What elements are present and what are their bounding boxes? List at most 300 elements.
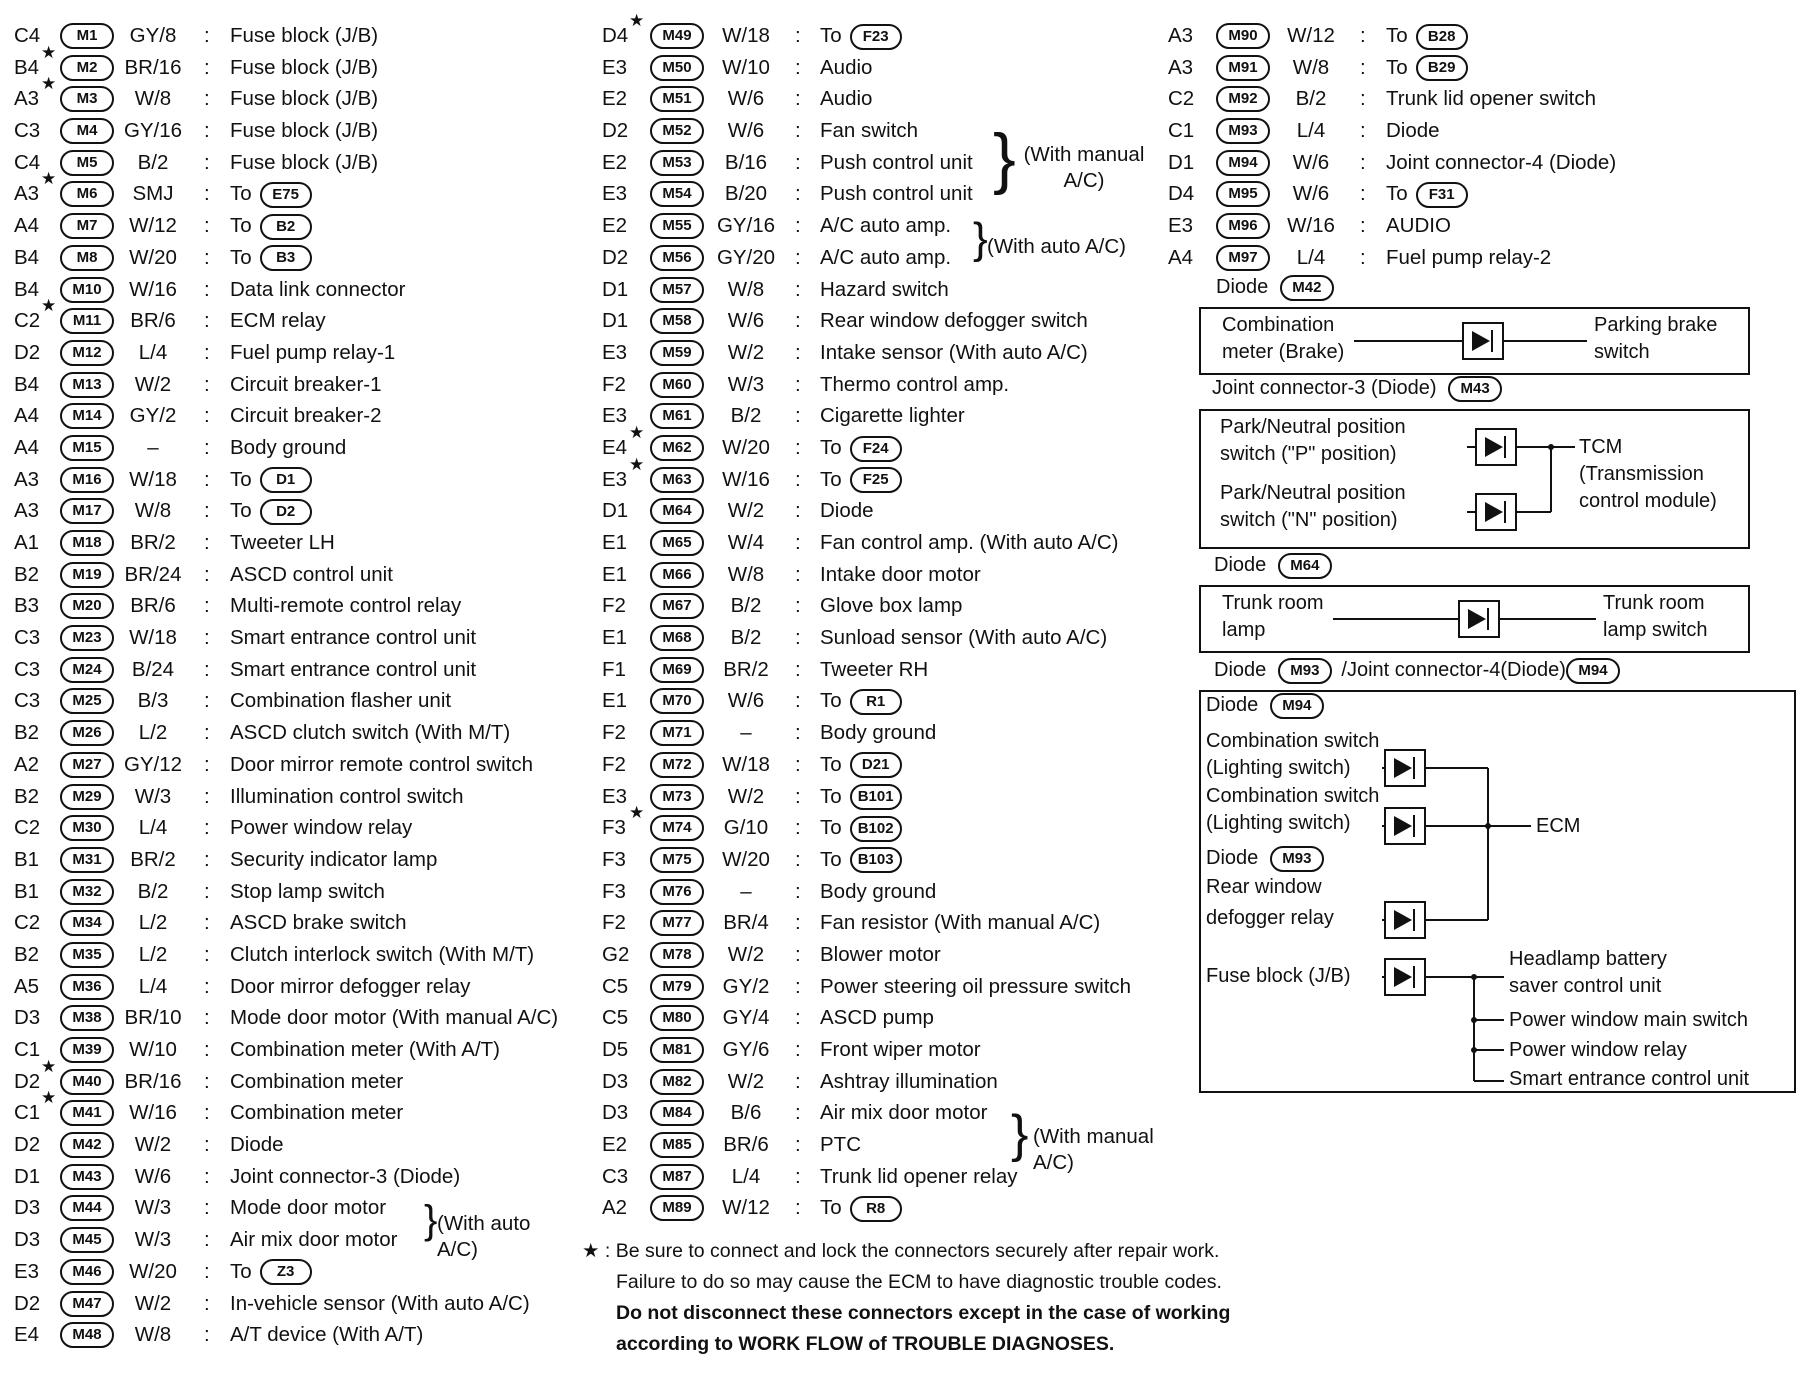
separator: :: [204, 245, 210, 269]
star-icon: ★: [629, 454, 645, 474]
diagram-4-output-1: Headlamp battery saver control unit: [1509, 948, 1667, 997]
wire-spec: B/24: [131, 657, 175, 681]
separator: :: [204, 752, 210, 776]
connector-badge: M26: [60, 720, 114, 746]
connector-badge: M44: [60, 1195, 114, 1221]
connector-badge: M45: [60, 1227, 114, 1253]
description: [230, 1319, 423, 1351]
description-text: Clutch interlock switch (With M/T): [230, 942, 535, 966]
description-text: Fuse block (J/B): [230, 24, 379, 47]
description: [820, 20, 902, 52]
connector-badge: M93: [1216, 118, 1270, 144]
grid-ref: B1: [14, 847, 40, 871]
separator: :: [795, 847, 801, 871]
description: [820, 527, 1119, 559]
connector-badge: M6: [60, 181, 114, 207]
separator: :: [795, 752, 801, 776]
grid-ref: F2: [602, 721, 626, 745]
grid-ref: F2: [602, 752, 626, 776]
wire-spec: W/8: [134, 1323, 172, 1347]
grid-ref: E3: [602, 340, 628, 364]
separator: :: [795, 435, 801, 459]
separator: :: [795, 974, 801, 998]
description-text: ASCD pump: [820, 1006, 934, 1030]
wire-spec: W/18: [129, 467, 177, 491]
connector-badge: M65: [650, 530, 704, 556]
connector-badge: M5: [60, 150, 114, 176]
description-text: Audio: [820, 87, 873, 111]
description: [820, 337, 1088, 369]
connector-badge: M52: [650, 118, 704, 144]
separator: :: [204, 340, 210, 364]
description: [820, 52, 872, 84]
wire-spec: GY/16: [716, 214, 776, 238]
wire-spec: BR/6: [723, 1133, 769, 1157]
connector-badge: M91: [1216, 55, 1270, 81]
connector-badge: M49: [650, 23, 704, 49]
wire-spec: W/16: [129, 277, 177, 301]
description: [230, 781, 464, 813]
diagram-3-box: [1199, 585, 1750, 653]
separator: :: [795, 784, 801, 808]
grid-ref: C2: [14, 816, 41, 840]
description-text: To: [230, 214, 252, 238]
wire-spec: W/10: [722, 55, 770, 79]
description-text: Sunload sensor (With auto A/C): [820, 626, 1108, 650]
note-auto-ac-col2: (With auto A/C): [987, 235, 1126, 258]
connector-badge: M94: [1270, 693, 1324, 719]
description-text: Smart entrance control unit: [230, 657, 477, 681]
grid-ref: C3: [14, 626, 41, 650]
description-text: Fuse block (J/B): [230, 150, 379, 174]
wire-spec: W/8: [727, 277, 765, 301]
wire-spec: SMJ: [132, 182, 174, 206]
description: [1386, 52, 1468, 84]
separator: :: [795, 182, 801, 206]
wire-spec: GY/12: [123, 752, 183, 776]
grid-ref: C1: [14, 1101, 41, 1125]
connector-badge: M51: [650, 86, 704, 112]
connector-badge: M95: [1216, 181, 1270, 207]
grid-ref: E1: [602, 562, 628, 586]
description-text: To: [1386, 182, 1408, 206]
separator: :: [795, 214, 801, 238]
grid-ref: F2: [602, 372, 626, 396]
separator: :: [204, 1228, 210, 1252]
separator: :: [204, 55, 210, 79]
description-text: Ashtray illumination: [820, 1069, 998, 1093]
description-text: To: [820, 467, 842, 491]
target-connector-badge: F23: [850, 24, 902, 50]
description: [820, 369, 1009, 401]
separator: :: [795, 562, 801, 586]
wire-spec: L/2: [138, 911, 168, 935]
grid-ref: C1: [14, 1038, 41, 1061]
description-text: ASCD brake switch: [230, 911, 407, 935]
connector-badge: M32: [60, 879, 114, 905]
wire-spec: W/2: [134, 372, 172, 396]
wire-spec: W/2: [727, 942, 765, 966]
description: [230, 971, 470, 1003]
description-text: PTC: [820, 1133, 861, 1157]
wire-spec: GY/8: [129, 24, 177, 47]
description-text: A/C auto amp.: [820, 214, 952, 238]
separator: :: [204, 277, 210, 301]
connector-badge: M87: [650, 1164, 704, 1190]
connector-badge: M54: [650, 181, 704, 207]
wire-spec: L/2: [138, 721, 168, 745]
separator: :: [795, 1006, 801, 1030]
description-text: Intake sensor (With auto A/C): [820, 340, 1088, 364]
connector-badge: M81: [650, 1037, 704, 1063]
description: [230, 1288, 530, 1320]
connector-badge: M94: [1216, 150, 1270, 176]
description-text: Illumination control switch: [230, 784, 464, 808]
description: [820, 400, 965, 432]
separator: :: [795, 1164, 801, 1188]
diagram-4-title: Diode M93 /Joint connector-4(Diode) M94: [1214, 657, 1620, 684]
connector-badge: M79: [650, 974, 704, 1000]
note-manual-ac-col2b: (With manual A/C): [1033, 1125, 1154, 1174]
separator: :: [204, 182, 210, 206]
grid-ref: B4: [14, 372, 40, 396]
connector-badge: M43: [1448, 376, 1502, 402]
separator: :: [795, 721, 801, 745]
description: [820, 844, 902, 876]
description: [820, 781, 902, 813]
connector-badge: M92: [1216, 86, 1270, 112]
separator: :: [204, 657, 210, 681]
description: [820, 1129, 861, 1161]
connector-badge: M8: [60, 245, 114, 271]
star-icon: ★: [629, 11, 645, 30]
grid-ref: F3: [602, 879, 626, 903]
description-text: ASCD clutch switch (With M/T): [230, 721, 511, 745]
grid-ref: A3: [14, 182, 40, 206]
description-text: Mode door motor: [230, 1196, 387, 1220]
description: [820, 1161, 1018, 1193]
separator: :: [795, 372, 801, 396]
grid-ref: D5: [602, 1038, 629, 1061]
description-text: Multi-remote control relay: [230, 594, 462, 618]
description: [820, 1002, 934, 1034]
wire-spec: W/2: [727, 499, 765, 523]
description: [230, 749, 533, 781]
connector-badge: M61: [650, 403, 704, 429]
description-text: To: [230, 245, 252, 269]
grid-ref: D2: [602, 119, 629, 143]
description-text: Air mix door motor: [820, 1101, 988, 1125]
description: [230, 464, 312, 496]
grid-ref: B4: [14, 245, 40, 269]
connector-badge: M40: [60, 1069, 114, 1095]
separator: :: [204, 1006, 210, 1030]
grid-ref: A4: [14, 435, 40, 459]
wire-spec: BR/24: [124, 562, 182, 586]
target-connector-badge: D1: [260, 467, 312, 493]
grid-ref: B4: [14, 55, 40, 79]
grid-ref: A2: [14, 752, 40, 776]
diagram-3-right-label: Trunk room lamp switch: [1603, 592, 1708, 641]
connector-badge: M68: [650, 625, 704, 651]
separator: :: [204, 467, 210, 491]
description: [230, 1002, 558, 1034]
connector-badge: M13: [60, 372, 114, 398]
description-text: Security indicator lamp: [230, 847, 438, 871]
grid-ref: C3: [14, 119, 41, 143]
description-text: To: [230, 499, 252, 523]
grid-ref: D4: [602, 24, 629, 47]
connector-badge: M69: [650, 657, 704, 683]
description-text: Circuit breaker-1: [230, 372, 382, 396]
connector-badge: M23: [60, 625, 114, 651]
wire-spec: W/8: [1292, 55, 1330, 79]
wire-spec: W/8: [134, 499, 172, 523]
wire-spec: W/10: [129, 1038, 177, 1061]
separator: :: [204, 1069, 210, 1093]
connector-badge: M15: [60, 435, 114, 461]
grid-ref: F3: [602, 847, 626, 871]
description-text: To: [820, 784, 842, 808]
separator: :: [204, 974, 210, 998]
separator: :: [795, 245, 801, 269]
grid-ref: D4: [1168, 182, 1195, 206]
separator: :: [204, 594, 210, 618]
description-text: Fuel pump relay-2: [1386, 245, 1552, 269]
separator: :: [204, 1323, 210, 1347]
description-text: To: [820, 752, 842, 776]
separator: :: [795, 340, 801, 364]
description: [820, 495, 874, 527]
separator: :: [795, 879, 801, 903]
separator: :: [795, 816, 801, 840]
description-text: Diode: [230, 1133, 284, 1157]
wire-spec: W/2: [727, 784, 765, 808]
description-text: Tweeter LH: [230, 531, 335, 554]
separator: :: [1360, 119, 1366, 143]
grid-ref: A2: [602, 1196, 628, 1220]
grid-ref: E4: [602, 435, 628, 459]
connector-badge: M43: [60, 1164, 114, 1190]
separator: :: [204, 1196, 210, 1220]
description-text: To: [820, 1196, 842, 1220]
connector-badge: M64: [1278, 553, 1332, 579]
separator: :: [204, 1164, 210, 1188]
separator: :: [795, 404, 801, 428]
connector-badge: M62: [650, 435, 704, 461]
connector-badge: M76: [650, 879, 704, 905]
wire-spec: –: [740, 721, 752, 745]
separator: :: [795, 309, 801, 333]
grid-ref: A4: [1168, 245, 1194, 269]
connector-badge: M78: [650, 942, 704, 968]
target-connector-badge: D21: [850, 752, 902, 778]
grid-ref: D1: [602, 499, 629, 523]
star-icon: ★: [41, 74, 57, 94]
separator: :: [204, 879, 210, 903]
grid-ref: E2: [602, 150, 628, 174]
wire-spec: W/16: [722, 467, 770, 491]
star-icon: ★: [41, 1088, 57, 1108]
grid-ref: E1: [602, 689, 628, 713]
separator: :: [795, 911, 801, 935]
description: [230, 622, 476, 654]
connector-badge: M48: [60, 1322, 114, 1348]
connector-badge: M59: [650, 340, 704, 366]
wire-spec: B/2: [730, 626, 762, 650]
grid-ref: B2: [14, 562, 40, 586]
description: [230, 147, 378, 179]
wire-spec: B/2: [730, 594, 762, 618]
separator: :: [1360, 55, 1366, 79]
separator: :: [204, 372, 210, 396]
description: [820, 147, 973, 179]
grid-ref: E3: [602, 182, 628, 206]
connector-badge: M14: [60, 403, 114, 429]
description-text: To: [820, 689, 842, 713]
grid-ref: A3: [14, 499, 40, 523]
separator: :: [1360, 245, 1366, 269]
wire-spec: W/20: [722, 435, 770, 459]
description-text: Blower motor: [820, 942, 941, 966]
separator: :: [795, 1038, 801, 1061]
separator: :: [795, 594, 801, 618]
diagram-4-input-1: Combination switch (Lighting switch): [1206, 730, 1380, 779]
target-connector-badge: F31: [1416, 182, 1468, 208]
description: [820, 210, 951, 242]
description-text: Door mirror remote control switch: [230, 752, 534, 776]
connector-badge: M67: [650, 593, 704, 619]
wire-spec: L/4: [138, 340, 168, 364]
connector-badge: M25: [60, 688, 114, 714]
connector-badge: M71: [650, 720, 704, 746]
description-text: To: [820, 816, 842, 840]
description: [820, 83, 872, 115]
star-icon: ★: [41, 1056, 57, 1076]
description-text: Fan switch: [820, 119, 918, 143]
wire-spec: W/16: [129, 1101, 177, 1125]
separator: :: [795, 942, 801, 966]
wire-spec: W/6: [727, 689, 765, 713]
diagram-4-output-3: Power window relay: [1509, 1039, 1687, 1061]
diagram-2-input-p: Park/Neutral position switch ("P" position): [1220, 416, 1406, 465]
grid-ref: D3: [602, 1069, 629, 1093]
diagram-2-title: Joint connector-3 (Diode) M43: [1212, 375, 1502, 402]
wire-spec: W/3: [727, 372, 765, 396]
grid-ref: C3: [602, 1164, 629, 1188]
description-text: Rear window defogger switch: [820, 309, 1088, 333]
star-icon: ★: [41, 42, 57, 62]
description-text: Combination meter: [230, 1101, 404, 1125]
grid-ref: C2: [1168, 87, 1195, 111]
separator: :: [204, 531, 210, 554]
separator: :: [795, 626, 801, 650]
description: [230, 876, 385, 908]
description: [230, 559, 393, 591]
connector-badge: M57: [650, 277, 704, 303]
description-text: Fuel pump relay-1: [230, 340, 396, 364]
grid-ref: D1: [1168, 150, 1195, 174]
connector-badge: M38: [60, 1005, 114, 1031]
brace: }: [424, 1198, 438, 1242]
wire-spec: GY/4: [722, 1006, 770, 1030]
grid-ref: F2: [602, 911, 626, 935]
connector-badge: M64: [650, 498, 704, 524]
connector-badge: M12: [60, 340, 114, 366]
description: [230, 812, 412, 844]
description: [820, 274, 949, 306]
description-text: Joint connector-3 (Diode): [230, 1164, 461, 1188]
wire-spec: W/6: [1292, 182, 1330, 206]
footer-note: [582, 1236, 1230, 1360]
connector-badge: M85: [650, 1132, 704, 1158]
description-text: Push control unit: [820, 150, 973, 174]
target-connector-badge: F24: [850, 436, 902, 462]
separator: :: [204, 214, 210, 238]
separator: :: [204, 784, 210, 808]
wire-spec: W/16: [1287, 214, 1335, 238]
wire-spec: W/12: [129, 214, 177, 238]
wire-spec: L/4: [1296, 245, 1326, 269]
wire-spec: W/20: [129, 245, 177, 269]
connector-badge: M82: [650, 1069, 704, 1095]
target-connector-badge: F25: [850, 467, 902, 493]
grid-ref: E3: [1168, 214, 1194, 238]
connector-badge: M4: [60, 118, 114, 144]
connector-badge: M2: [60, 55, 114, 81]
connector-badge: M46: [60, 1259, 114, 1285]
description-text: Stop lamp switch: [230, 879, 385, 903]
description: [820, 876, 936, 908]
target-connector-badge: Z3: [260, 1259, 312, 1285]
description: [820, 305, 1088, 337]
connector-badge: M73: [650, 784, 704, 810]
description: [230, 495, 312, 527]
grid-ref: D2: [602, 245, 629, 269]
connector-badge: M47: [60, 1291, 114, 1317]
description: [230, 1256, 312, 1288]
separator: :: [204, 816, 210, 840]
description: [820, 178, 973, 210]
wire-spec: W/3: [134, 1196, 172, 1220]
connector-badge: M70: [650, 688, 704, 714]
description-text: Intake door motor: [820, 562, 981, 586]
grid-ref: E1: [602, 626, 628, 650]
separator: :: [204, 626, 210, 650]
connector-badge: M27: [60, 752, 114, 778]
wire-spec: W/18: [129, 626, 177, 650]
separator: :: [204, 499, 210, 523]
grid-ref: B2: [14, 784, 40, 808]
description: [230, 1161, 460, 1193]
description-text: Trunk lid opener relay: [820, 1164, 1018, 1188]
grid-ref: D1: [14, 1164, 41, 1188]
description: [820, 590, 962, 622]
connector-badge: M31: [60, 847, 114, 873]
connector-badge: M7: [60, 213, 114, 239]
connector-badge: M35: [60, 942, 114, 968]
wire-spec: W/12: [722, 1196, 770, 1220]
diagram-4-box: [1199, 690, 1796, 1093]
star-icon: ★: [41, 169, 57, 189]
grid-ref: D2: [14, 340, 41, 364]
grid-ref: A5: [14, 974, 40, 998]
grid-ref: C3: [14, 657, 41, 681]
diagram-4-inner-title-2: Diode M93: [1206, 845, 1324, 872]
wire-spec: BR/16: [124, 55, 182, 79]
wire-spec: B/2: [137, 879, 169, 903]
connector-badge: M30: [60, 815, 114, 841]
